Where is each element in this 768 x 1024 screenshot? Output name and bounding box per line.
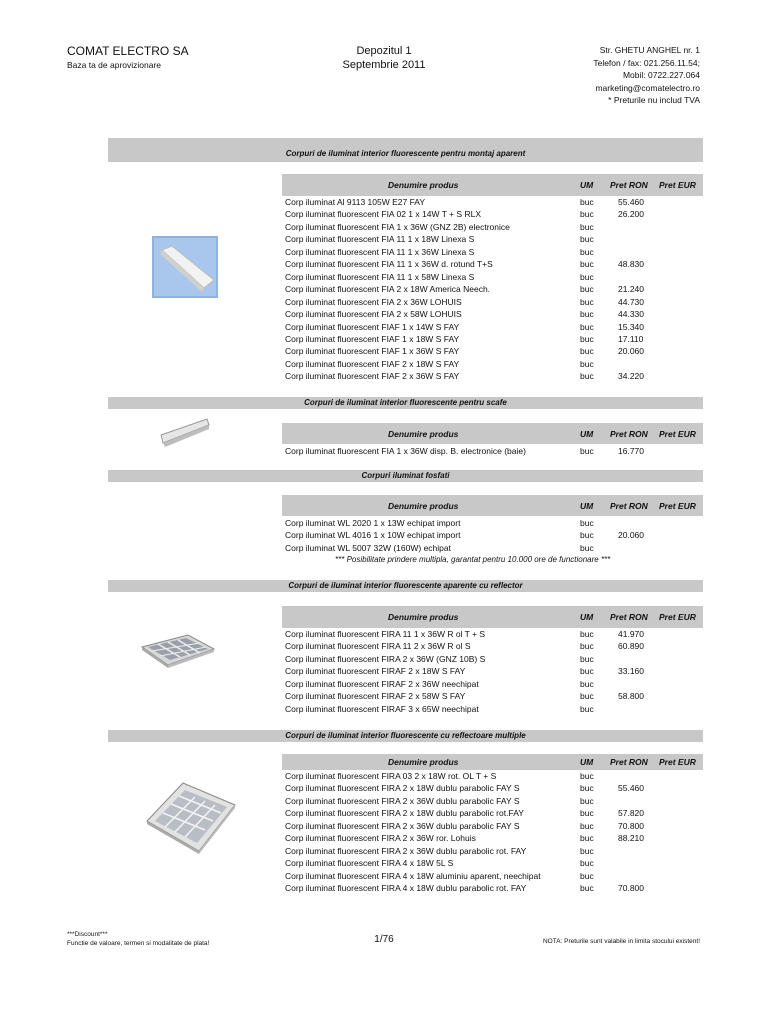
vat-note: * Preturile nu includ TVA — [608, 95, 700, 105]
product-name: Corp iluminat fluorescent FIAF 1 x 14W S FAY — [285, 321, 460, 332]
product-price-ron: 17.110 — [618, 333, 644, 344]
product-price-ron: 26.200 — [618, 209, 644, 220]
section-title-fosfati: Corpuri iluminat fosfati — [108, 470, 703, 482]
table-row — [285, 770, 705, 783]
table-row — [285, 542, 705, 555]
product-um: buc — [580, 870, 594, 881]
col-name: Denumire produs — [388, 612, 459, 622]
table-row — [285, 333, 705, 346]
product-um: buc — [580, 333, 594, 344]
table-row — [285, 358, 705, 371]
product-um: buc — [580, 209, 594, 220]
period: Septembrie 2011 — [342, 59, 426, 71]
table-row — [285, 246, 705, 259]
col-ron: Pret RON — [610, 757, 648, 767]
table-header — [282, 754, 703, 770]
table-row — [285, 233, 705, 246]
product-name: Corp iluminat fluorescent FIRA 4 x 18W dublu parabolic rot. FAY — [285, 883, 527, 894]
table-row — [285, 321, 705, 334]
product-name: Corp iluminat fluorescent FIAF 1 x 36W S FAY — [285, 346, 460, 357]
table-row — [285, 882, 705, 895]
col-um: UM — [580, 501, 594, 511]
product-name: Corp iluminat WL 5007 32W (160W) echipat — [285, 542, 451, 553]
table-row — [285, 690, 705, 703]
product-name: Corp iluminat fluorescent FIRA 2 x 36W (GNZ 10B) S — [285, 653, 486, 664]
product-price-ron: 16.770 — [618, 446, 644, 456]
product-um: buc — [580, 234, 594, 245]
product-name: Corp iluminat fluorescent FIA 2 x 36W LOHUIS — [285, 296, 462, 307]
product-um: buc — [580, 678, 594, 689]
table-row — [285, 703, 705, 716]
col-eur: Pret EUR — [659, 180, 696, 190]
product-name: Corp iluminat fluorescent FIRA 03 2 x 18W rot. OL T + S — [285, 771, 497, 781]
table-row — [285, 870, 705, 883]
product-um: buc — [580, 346, 594, 357]
product-name: Corp iluminat fluorescent FIRAF 2 x 36W neechipat — [285, 678, 479, 689]
product-price-ron: 88.210 — [618, 833, 644, 844]
table-row — [285, 807, 705, 820]
col-um: UM — [580, 612, 594, 622]
section-title-scafe: Corpuri de iluminat interior fluorescente pentru scafe — [108, 397, 703, 409]
table-row — [285, 296, 705, 309]
col-name: Denumire produs — [388, 501, 459, 511]
product-um: buc — [580, 309, 594, 320]
company-block — [67, 44, 189, 70]
col-um: UM — [580, 429, 594, 439]
product-name: Corp iluminat fluorescent FIRA 4 x 18W 5L S — [285, 858, 454, 869]
product-um: buc — [580, 197, 594, 207]
product-name: Corp iluminat fluorescent FIA 1 x 36W disp. B. electronice (baie) — [285, 446, 526, 456]
product-um: buc — [580, 795, 594, 806]
product-name: Corp iluminat fluorescent FIA 2 x 58W LOHUIS — [285, 309, 462, 320]
product-price-ron: 34.220 — [618, 371, 644, 382]
table-row — [285, 628, 705, 641]
col-eur: Pret EUR — [659, 612, 696, 622]
product-um: buc — [580, 783, 594, 794]
product-name: Corp iluminat fluorescent FIAF 2 x 18W S FAY — [285, 358, 460, 369]
table-row — [285, 857, 705, 870]
product-price-ron: 21.240 — [618, 284, 644, 295]
product-name: Corp iluminat fluorescent FIRA 2 x 18W dublu parabolic rot.FAY — [285, 808, 524, 819]
product-name: Corp iluminat WL 4016 1 x 10W echipat import — [285, 530, 461, 541]
product-name: Corp iluminat fluorescent FIAF 2 x 36W S FAY — [285, 371, 460, 382]
product-name: Corp iluminat fluorescent FIA 11 1 x 18W Linexa S — [285, 234, 475, 245]
product-name: Corp iluminat fluorescent FIRA 4 x 18W aluminiu aparent, neechipat — [285, 870, 541, 881]
product-name: Corp iluminat fluorescent FIRAF 2 x 18W S FAY — [285, 666, 466, 677]
table-row — [285, 678, 705, 691]
product-name: Corp iluminat Al 9113 105W E27 FAY — [285, 197, 426, 207]
table-row — [285, 208, 705, 221]
stock-note: NOTA: Preturile sunt valabile in limita stocului existent! — [542, 938, 700, 945]
col-ron: Pret RON — [610, 180, 648, 190]
table-row — [285, 845, 705, 858]
address: Str. GHETU ANGHEL nr. 1 — [599, 45, 700, 55]
product-price-ron: 60.890 — [618, 641, 644, 652]
contact-block — [593, 44, 700, 107]
col-eur: Pret EUR — [659, 429, 696, 439]
product-um: buc — [580, 808, 594, 819]
col-name: Denumire produs — [388, 180, 459, 190]
col-ron: Pret RON — [610, 612, 648, 622]
fluorescent-fixture-image — [152, 236, 218, 298]
table-row — [285, 529, 705, 542]
product-price-ron: 15.340 — [618, 321, 644, 332]
section-note: *** Posibilitate prindere multipla, garantat pentru 10.000 ore de functionare *** — [335, 555, 611, 564]
multi-reflector-fixture-image — [143, 777, 238, 855]
product-um: buc — [580, 221, 594, 232]
product-um: buc — [580, 284, 594, 295]
page-number: 1/76 — [374, 934, 394, 945]
product-name: Corp iluminat fluorescent FIRA 2 x 36W dublu parabolic FAY S — [285, 820, 520, 831]
product-price-ron: 57.820 — [618, 808, 644, 819]
product-price-ron: 55.460 — [618, 197, 644, 207]
discount-label: ***Discount*** — [67, 931, 108, 938]
table-row — [285, 832, 705, 845]
product-name: Corp iluminat fluorescent FIA 11 1 x 36W d. rotund T+S — [285, 259, 493, 270]
product-um: buc — [580, 883, 594, 894]
product-um: buc — [580, 820, 594, 831]
product-um: buc — [580, 530, 594, 541]
product-um: buc — [580, 321, 594, 332]
product-name: Corp iluminat fluorescent FIA 1 x 36W (GNZ 2B) electronice — [285, 221, 510, 232]
product-um: buc — [580, 371, 594, 382]
product-um: buc — [580, 246, 594, 257]
product-um: buc — [580, 666, 594, 677]
footer-discount-block — [67, 930, 209, 948]
table-row — [285, 370, 705, 383]
table-row — [285, 345, 705, 358]
product-um: buc — [580, 845, 594, 856]
product-um: buc — [580, 271, 594, 282]
product-name: Corp iluminat fluorescent FIA 11 1 x 36W Linexa S — [285, 246, 475, 257]
payment-terms: Functie de valoare, termen si modalitate de plata! — [67, 940, 210, 947]
product-um: buc — [580, 771, 594, 781]
table-header — [282, 174, 703, 196]
product-um: buc — [580, 833, 594, 844]
col-ron: Pret RON — [610, 501, 648, 511]
table-row — [285, 271, 705, 284]
phone: Telefon / fax: 021.256.11.54; — [593, 57, 700, 68]
col-um: UM — [580, 757, 594, 767]
product-name: Corp iluminat fluorescent FIAF 1 x 18W S FAY — [285, 333, 460, 344]
table-row — [285, 795, 705, 808]
col-eur: Pret EUR — [659, 501, 696, 511]
product-um: buc — [580, 641, 594, 652]
table-row — [285, 782, 705, 795]
table-row — [285, 196, 705, 209]
table-row — [285, 445, 705, 458]
table-row — [285, 665, 705, 678]
table-header — [282, 606, 703, 628]
table-row — [285, 258, 705, 271]
table-row — [285, 820, 705, 833]
product-um: buc — [580, 446, 594, 456]
section-title-montaj-aparent: Corpuri de iluminat interior fluorescente pentru montaj aparent — [108, 138, 703, 162]
table-row — [285, 283, 705, 296]
product-um: buc — [580, 259, 594, 270]
product-name: Corp iluminat fluorescent FIRA 11 2 x 36W R ol S — [285, 641, 471, 652]
product-name: Corp iluminat fluorescent FIA 2 x 18W America Neech. — [285, 284, 491, 295]
product-price-ron: 55.460 — [618, 783, 644, 794]
product-um: buc — [580, 691, 594, 702]
product-price-ron: 58.800 — [618, 691, 644, 702]
depot-block — [326, 44, 442, 72]
table-row — [285, 653, 705, 666]
table-row — [285, 640, 705, 653]
product-um: buc — [580, 296, 594, 307]
product-name: Corp iluminat fluorescent FIA 11 1 x 58W Linexa S — [285, 271, 475, 282]
col-eur: Pret EUR — [659, 757, 696, 767]
fluorescent-fixture-image — [157, 413, 212, 463]
section-title-reflector: Corpuri de iluminat interior fluorescente aparente cu reflector — [108, 580, 703, 592]
product-price-ron: 33.160 — [618, 666, 644, 677]
product-price-ron: 44.730 — [618, 296, 644, 307]
company-tagline: Baza ta de aprovizionare — [67, 60, 162, 70]
table-header — [282, 495, 703, 516]
product-um: buc — [580, 703, 594, 714]
product-name: Corp iluminat fluorescent FIA 02 1 x 14W T + S RLX — [285, 209, 481, 220]
email[interactable]: marketing@comatelectro.ro — [595, 82, 700, 93]
product-name: Corp iluminat fluorescent FIRAF 3 x 65W neechipat — [285, 703, 479, 714]
product-price-ron: 41.970 — [618, 629, 644, 639]
product-name: Corp iluminat fluorescent FIRA 11 1 x 36W R ol T + S — [285, 629, 486, 639]
product-name: Corp iluminat WL 2020 1 x 13W echipat import — [285, 518, 461, 528]
product-name: Corp iluminat fluorescent FIRA 2 x 36W ror. Lohuis — [285, 833, 476, 844]
product-um: buc — [580, 629, 594, 639]
table-header — [282, 423, 703, 444]
depot-name: Depozitul 1 — [356, 45, 412, 57]
product-um: buc — [580, 518, 594, 528]
product-price-ron: 20.060 — [618, 530, 644, 541]
company-name: COMAT ELECTRO SA — [67, 44, 189, 58]
product-um: buc — [580, 653, 594, 664]
product-price-ron: 70.800 — [618, 883, 644, 894]
mobile: Mobil: 0722.227.064 — [622, 70, 700, 80]
table-row — [285, 221, 705, 234]
product-price-ron: 48.830 — [618, 259, 644, 270]
product-um: buc — [580, 542, 594, 553]
product-name: Corp iluminat fluorescent FIRA 2 x 18W dublu parabolic FAY S — [285, 783, 520, 794]
product-price-ron: 70.800 — [618, 820, 644, 831]
product-price-ron: 20.060 — [618, 346, 644, 357]
col-ron: Pret RON — [610, 429, 648, 439]
col-name: Denumire produs — [388, 429, 459, 439]
product-name: Corp iluminat fluorescent FIRA 2 x 36W dublu parabolic rot. FAY — [285, 845, 527, 856]
table-row — [285, 308, 705, 321]
table-row — [285, 517, 705, 530]
col-name: Denumire produs — [388, 757, 459, 767]
product-name: Corp iluminat fluorescent FIRA 2 x 36W dublu parabolic FAY S — [285, 795, 520, 806]
product-price-ron: 44.330 — [618, 309, 644, 320]
section-title-reflectoare-multiple: Corpuri de iluminat interior fluorescente cu reflectoare multiple — [108, 730, 703, 742]
product-name: Corp iluminat fluorescent FIRAF 2 x 58W S FAY — [285, 691, 466, 702]
reflector-fixture-image — [138, 631, 218, 669]
product-um: buc — [580, 358, 594, 369]
col-um: UM — [580, 180, 594, 190]
product-um: buc — [580, 858, 594, 869]
